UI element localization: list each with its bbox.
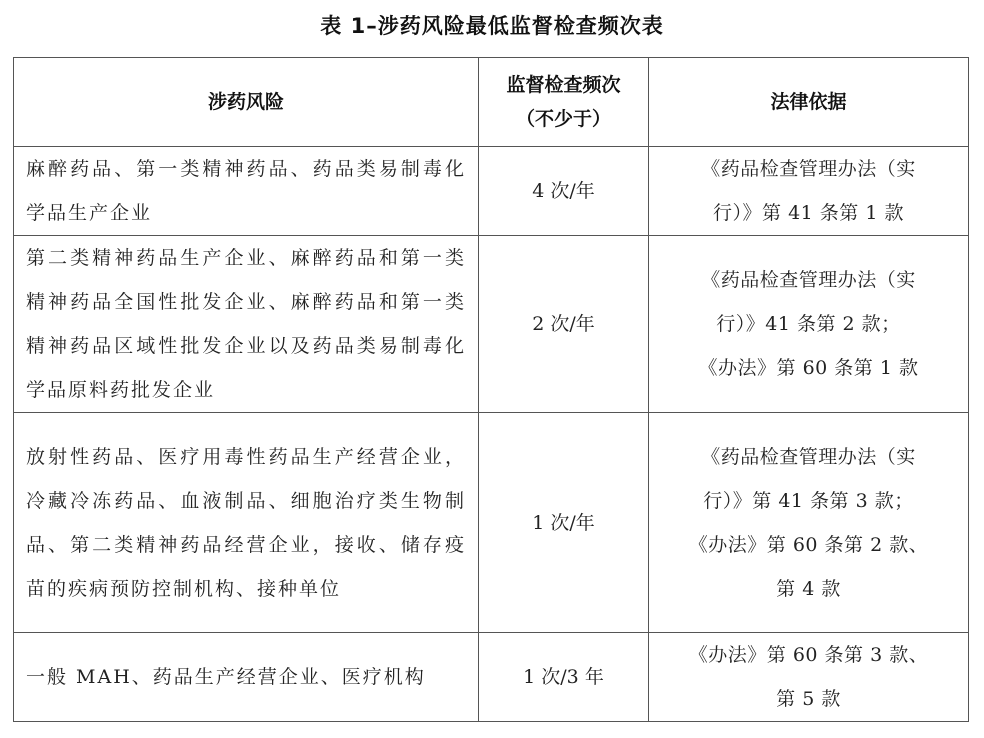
basis-line: 《药品检查管理办法（实 (701, 445, 916, 468)
basis-line: 《办法》第 60 条第 1 款 (698, 357, 919, 379)
table-row (14, 147, 969, 236)
basis-line: 行）》41 条第 2 款； (716, 313, 901, 335)
risk-cell: 放射性药品、医疗用毒性药品生产经营企业，冷藏冷冻药品、血液制品、细胞治疗类生物制品、第二类精神药品经营企业，接收、储存疫苗的疾病预防控制机构、接种单位 (14, 413, 479, 633)
basis-line: 第 5 款 (776, 688, 841, 710)
table-row (14, 413, 969, 633)
basis-line: 第 4 款 (776, 577, 841, 600)
header-frequency-line2: （不少于） (515, 108, 611, 130)
basis-line: 行）》第 41 条第 3 款； (703, 489, 914, 512)
table-title: 表 1–涉药风险最低监督检查频次表 (320, 14, 664, 38)
risk-cell: 一般 MAH、药品生产经营企业、医疗机构 (14, 633, 479, 722)
basis-line: 行）》第 41 条第 1 款 (713, 202, 904, 224)
table-row (14, 236, 969, 413)
risk-cell: 第二类精神药品生产企业、麻醉药品和第一类精神药品全国性批发企业、麻醉药品和第一类精神药品区域性批发企业以及药品类易制毒化学品原料药批发企业 (14, 236, 479, 413)
risk-cell: 麻醉药品、第一类精神药品、药品类易制毒化学品生产企业 (14, 147, 479, 236)
table-row (14, 633, 969, 722)
frequency-cell: 1 次/3 年 (479, 633, 649, 722)
header-risk: 涉药风险 (14, 58, 479, 147)
frequency-cell: 2 次/年 (479, 236, 649, 413)
basis-line: 《药品检查管理办法（实 (701, 269, 916, 291)
basis-line: 《办法》第 60 条第 3 款、 (688, 644, 929, 666)
header-basis: 法律依据 (649, 58, 969, 147)
basis-cell (649, 413, 969, 633)
header-row (14, 58, 969, 147)
frequency-cell: 1 次/年 (479, 413, 649, 633)
basis-cell (649, 633, 969, 722)
basis-line: 《药品检查管理办法（实 (701, 158, 916, 180)
inspection-frequency-table (13, 57, 969, 722)
basis-cell (649, 236, 969, 413)
frequency-cell: 4 次/年 (479, 147, 649, 236)
basis-line: 《办法》第 60 条第 2 款、 (688, 533, 929, 556)
basis-cell (649, 147, 969, 236)
header-frequency-line1: 监督检查频次 (506, 74, 621, 96)
header-frequency (479, 58, 649, 147)
